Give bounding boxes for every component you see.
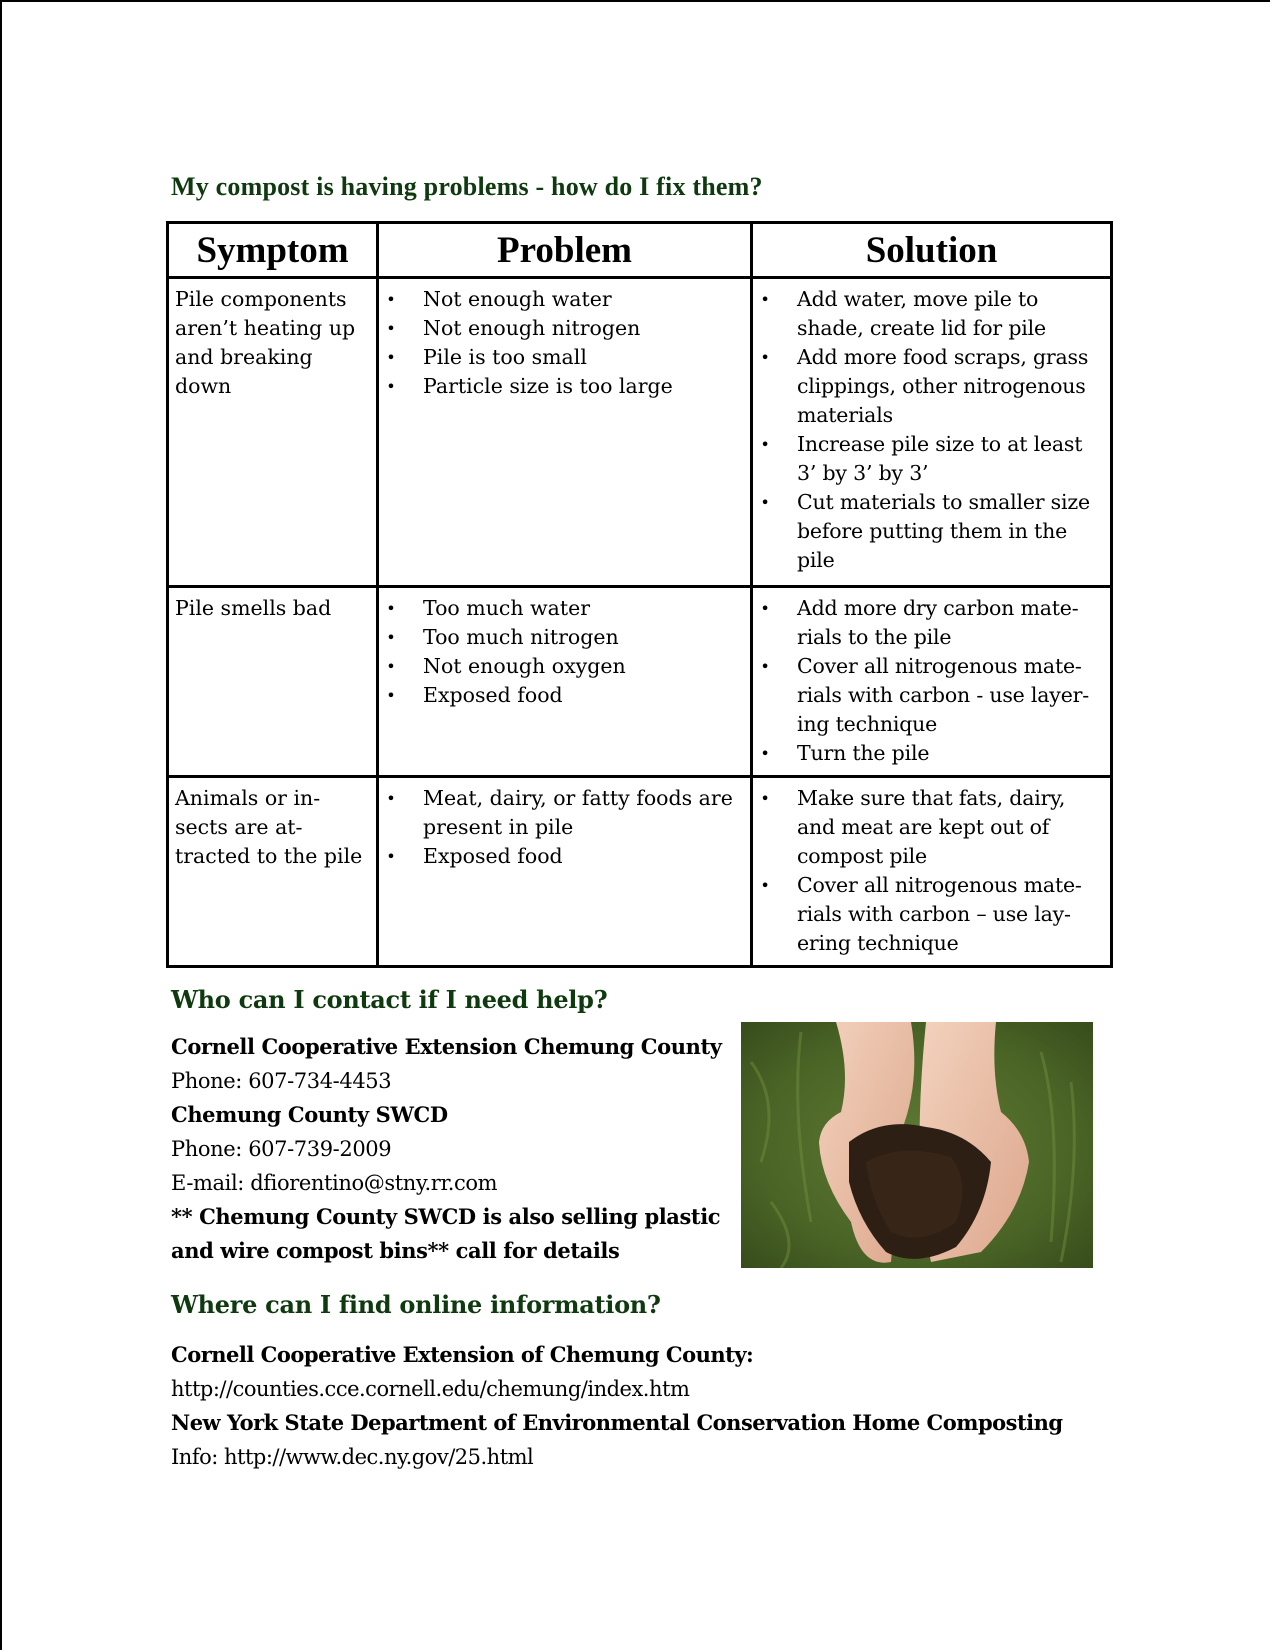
bullet-icon: • [386, 599, 396, 618]
symptom-cell: Pile components aren’t heating up and breaking down [168, 278, 378, 587]
problem-text: Too much water [423, 596, 591, 620]
contact-email[interactable]: E-mail: dfiorentino@stny.rr.com [171, 1171, 498, 1195]
online-cce-label: Cornell Cooperative Extension of Chemung County: [171, 1342, 754, 1367]
header-problem: Problem [378, 223, 752, 278]
contact-org-swcd: Chemung County SWCD [171, 1102, 448, 1127]
symptom-cell: Animals or in-sects are at-tracted to the pile [168, 777, 378, 967]
bullet-icon: • [386, 628, 396, 647]
symptom-cell: Pile smells bad [168, 587, 378, 777]
online-heading: Where can I find online information? [171, 1290, 661, 1319]
solution-item [759, 784, 1104, 871]
bullet-icon: • [760, 789, 770, 808]
solution-text: Increase pile size to at least 3’ by 3’ by 3’ [797, 432, 1083, 485]
table-row [168, 587, 1112, 777]
header-symptom: Symptom [168, 223, 378, 278]
problem-text: Exposed food [423, 683, 563, 707]
solution-cell [752, 587, 1112, 777]
page-border-top [0, 0, 1270, 2]
contact-block [171, 1030, 741, 1268]
contact-phone-cce: Phone: 607-734-4453 [171, 1069, 392, 1093]
solution-item [759, 343, 1104, 430]
bullet-icon: • [760, 876, 770, 895]
solution-item [759, 594, 1104, 652]
problem-text: Pile is too small [423, 345, 587, 369]
bullet-icon: • [760, 348, 770, 367]
solution-text: Cut materials to smaller size before putting them in the pile [797, 490, 1090, 572]
page-border-left [0, 0, 2, 1650]
problem-text: Not enough water [423, 287, 612, 311]
problem-text: Too much nitrogen [423, 625, 619, 649]
online-dec-label: New York State Department of Environmental Conservation Home Composting [171, 1410, 1063, 1435]
problem-text: Exposed food [423, 844, 563, 868]
solution-item [759, 739, 1104, 768]
contact-org-cce: Cornell Cooperative Extension Chemung County [171, 1034, 722, 1059]
bullet-icon: • [386, 847, 396, 866]
bullet-icon: • [386, 377, 396, 396]
solution-list [759, 285, 1104, 575]
bullet-icon: • [386, 657, 396, 676]
online-dec-url[interactable]: Info: http://www.dec.ny.gov/25.html [171, 1445, 534, 1469]
problem-item [385, 594, 744, 623]
page-title: My compost is having problems - how do I fix them? [171, 172, 763, 201]
bullet-icon: • [386, 290, 396, 309]
table-header-row [168, 223, 1112, 278]
header-solution: Solution [752, 223, 1112, 278]
problem-text: Meat, dairy, or fatty foods are present in pile [423, 786, 733, 839]
bullet-icon: • [386, 348, 396, 367]
solution-item [759, 430, 1104, 488]
table-row [168, 777, 1112, 967]
online-links [171, 1338, 1121, 1474]
problem-item [385, 372, 744, 401]
contact-note-line1: ** Chemung County SWCD is also selling plastic [171, 1204, 721, 1229]
bullet-icon: • [760, 435, 770, 454]
contact-heading: Who can I contact if I need help? [171, 985, 608, 1014]
bullet-icon: • [760, 657, 770, 676]
problem-cell [378, 587, 752, 777]
problem-text: Particle size is too large [423, 374, 673, 398]
problem-item [385, 343, 744, 372]
troubleshooting-table [166, 221, 1113, 968]
bullet-icon: • [386, 686, 396, 705]
problem-item [385, 784, 744, 842]
bullet-icon: • [760, 744, 770, 763]
bullet-icon: • [760, 599, 770, 618]
solution-cell [752, 777, 1112, 967]
problem-item [385, 623, 744, 652]
solution-item [759, 652, 1104, 739]
bullet-icon: • [760, 493, 770, 512]
contact-phone-swcd: Phone: 607-739-2009 [171, 1137, 392, 1161]
solution-item [759, 488, 1104, 575]
bullet-icon: • [760, 290, 770, 309]
online-cce-url[interactable]: http://counties.cce.cornell.edu/chemung/index.htm [171, 1377, 690, 1401]
solution-text: Turn the pile [797, 741, 930, 765]
table-row [168, 278, 1112, 587]
solution-text: Add water, move pile to shade, create lid for pile [797, 287, 1046, 340]
solution-text: Add more dry carbon mate-rials to the pile [797, 596, 1079, 649]
compost-hands-image [741, 1022, 1093, 1268]
problem-cell [378, 278, 752, 587]
solution-text: Make sure that fats, dairy, and meat are kept out of compost pile [797, 786, 1066, 868]
compost-hands-photo [741, 1022, 1093, 1268]
solution-cell [752, 278, 1112, 587]
solution-item [759, 871, 1104, 958]
problem-cell [378, 777, 752, 967]
problem-list [385, 285, 744, 401]
problem-item [385, 285, 744, 314]
problem-list [385, 784, 744, 871]
solution-text: Add more food scraps, grass clippings, other nitrogenous materials [797, 345, 1089, 427]
problem-item [385, 652, 744, 681]
solution-text: Cover all nitrogenous mate-rials with carbon – use lay-ering technique [797, 873, 1082, 955]
solution-list [759, 594, 1104, 768]
problem-text: Not enough nitrogen [423, 316, 641, 340]
problem-text: Not enough oxygen [423, 654, 626, 678]
solution-text: Cover all nitrogenous mate-rials with carbon - use layer-ing technique [797, 654, 1089, 736]
bullet-icon: • [386, 789, 396, 808]
solution-item [759, 285, 1104, 343]
solution-list [759, 784, 1104, 958]
problem-item [385, 314, 744, 343]
problem-list [385, 594, 744, 710]
problem-item [385, 842, 744, 871]
contact-note-line2: and wire compost bins** call for details [171, 1238, 620, 1263]
problem-item [385, 681, 744, 710]
bullet-icon: • [386, 319, 396, 338]
